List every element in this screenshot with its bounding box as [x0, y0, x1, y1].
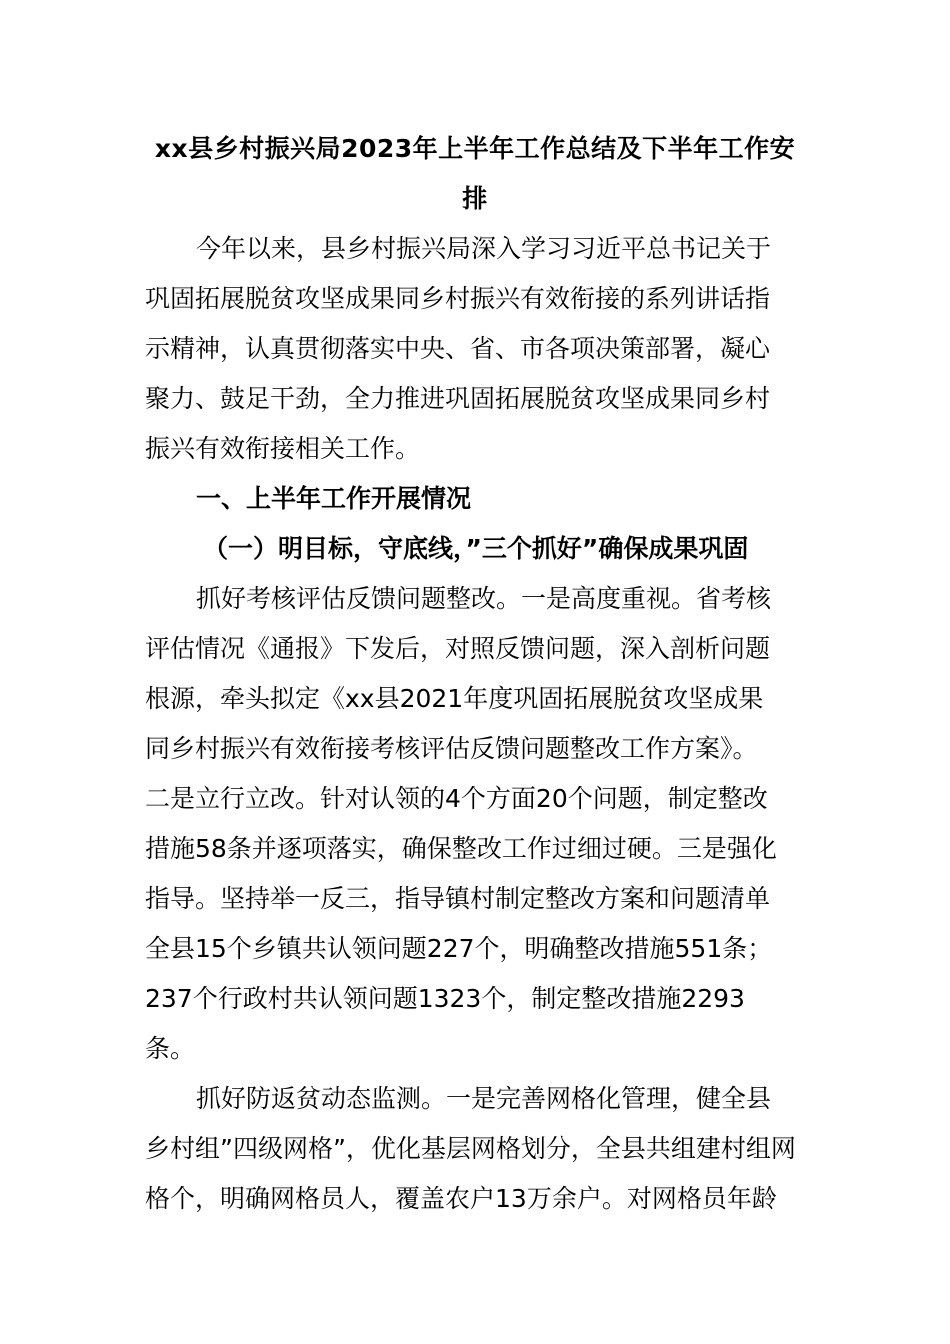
intro-paragraph-line: 今年以来，县乡村振兴局深入学习习近平总书记关于	[196, 234, 772, 263]
body-paragraph-line: 237个行政村共认领问题1323个，制定整改措施2293	[145, 984, 745, 1013]
body-paragraph-line: 条。	[145, 1034, 196, 1063]
body-paragraph-line: 乡村组”四级网格”，优化基层网格划分，全县共组建村组网	[145, 1134, 796, 1163]
body-paragraph-line: 同乡村振兴有效衔接考核评估反馈问题整改工作方案》。	[145, 734, 758, 763]
document-title-line-2: 排	[462, 184, 488, 213]
body-paragraph-line: 格个，明确网格员人，覆盖农户13万余户。对网格员年龄	[145, 1184, 777, 1213]
document-title-line-1: xx县乡村振兴局2023年上半年工作总结及下半年工作安	[154, 134, 796, 163]
intro-paragraph-line: 聚力、鼓足干劲，全力推进巩固拓展脱贫攻坚成果同乡村	[145, 384, 771, 413]
subsection-heading: （一）明目标，守底线，”三个抓好”确保成果巩固	[203, 534, 749, 563]
body-paragraph-line: 评估情况《通报》下发后，对照反馈问题，深入剖析问题	[145, 634, 771, 663]
intro-paragraph-line: 振兴有效衔接相关工作。	[145, 434, 421, 463]
intro-paragraph-line: 示精神，认真贯彻落实中央、省、市各项决策部署，凝心	[145, 334, 771, 363]
body-paragraph-line: 抓好考核评估反馈问题整改。一是高度重视。省考核	[196, 584, 772, 613]
body-paragraph-line: 全县15个乡镇共认领问题227个，明确整改措施551条；	[145, 934, 773, 963]
body-paragraph-line: 二是立行立改。针对认领的4个方面20个问题，制定整改	[145, 784, 768, 813]
body-paragraph-line: 措施58条并逐项落实，确保整改工作过细过硬。三是强化	[145, 834, 777, 863]
body-paragraph-line: 根源，牵头拟定《xx县2021年度巩固拓展脱贫攻坚成果	[145, 684, 764, 713]
body-paragraph-line: 指导。坚持举一反三，指导镇村制定整改方案和问题清单	[145, 884, 771, 913]
intro-paragraph-line: 巩固拓展脱贫攻坚成果同乡村振兴有效衔接的系列讲话指	[145, 284, 771, 313]
section-heading: 一、上半年工作开展情况	[196, 484, 472, 513]
body-paragraph-line: 抓好防返贫动态监测。一是完善网格化管理，健全县	[196, 1084, 772, 1113]
